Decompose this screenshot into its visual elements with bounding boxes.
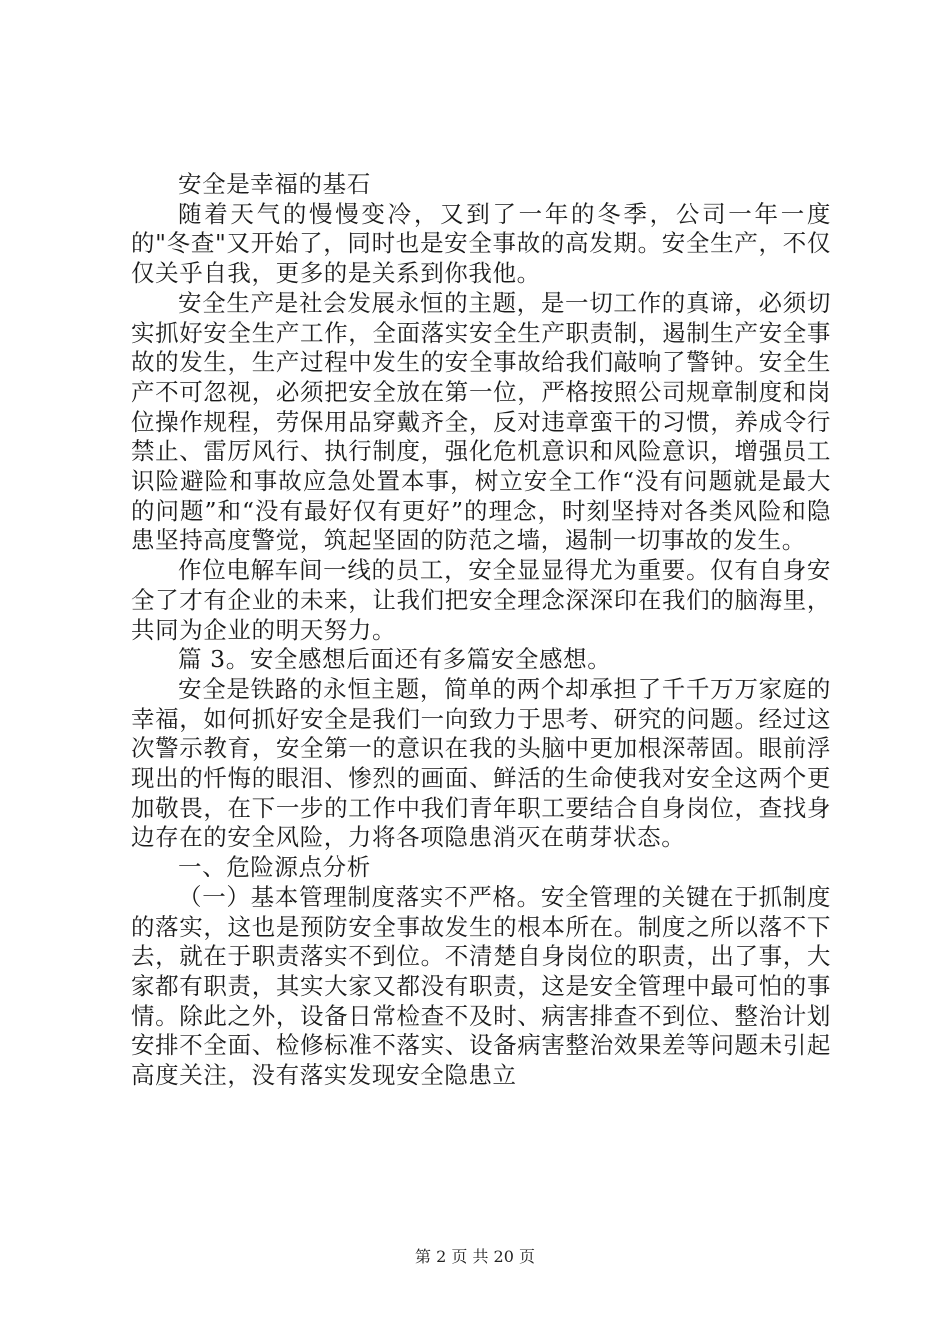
- section-heading: 一、危险源点分析: [178, 853, 371, 882]
- document-body: [131, 170, 831, 1091]
- paragraph: 安全生产是社会发展永恒的主题，是一切工作的真谛，必须切实抓好安全生产工作，全面落实安全生产职责制，遏制生产安全事故的发生，生产过程中发生的安全事故给我们敲响了警钟。安全生产不可忽视，必须把安全放在第一位，严格按照公司规章制度和岗位操作规程，劳保用品穿戴齐全，反对违章蛮干的习惯，养成令行禁止、雷厉风行、执行制度，强化危机意识和风险意识，增强员工识险避险和事故应急处置本事，树立安全工作“没有问题就是最大的问题”和“没有最好仅有更好”的理念，时刻坚持对各类风险和隐患坚持高度警觉，筑起坚固的防范之墙，遏制一切事故的发生。: [131, 288, 831, 555]
- paragraph: 篇 3。安全感想后面还有多篇安全感想。: [178, 645, 612, 674]
- paragraph: 随着天气的慢慢变冷，又到了一年的冬季，公司一年一度的"冬查"又开始了，同时也是安全事故的高发期。安全生产，不仅仅关乎自我，更多的是关系到你我他。: [131, 199, 831, 288]
- paragraph: 安全是铁路的永恒主题，简单的两个却承担了千千万万家庭的幸福，如何抓好安全是我们一向致力于思考、研究的问题。经过这次警示教育，安全第一的意识在我的头脑中更加根深蒂固。眼前浮现出的忏悔的眼泪、惨烈的画面、鲜活的生命使我对安全这两个更加敬畏，在下一步的工作中我们青年职工要结合自身岗位，查找身边存在的安全风险，力将各项隐患消灭在萌芽状态。: [131, 674, 831, 852]
- paragraph: （一）基本管理制度落实不严格。安全管理的关键在于抓制度的落实，这也是预防安全事故发生的根本所在。制度之所以落不下去，就在于职责落实不到位。不清楚自身岗位的职责，出了事，大家都有职责，其实大家又都没有职责，这是安全管理中最可怕的事情。除此之外，设备日常检查不及时、病害排查不到位、整治计划安排不全面、检修标准不落实、设备病害整治效果差等问题未引起高度关注，没有落实发现安全隐患立: [131, 882, 831, 1090]
- page-footer: 第 2 页 共 20 页: [415, 1247, 535, 1266]
- paragraph-title: 安全是幸福的基石: [178, 170, 371, 198]
- paragraph: 作位电解车间一线的员工，安全显显得尤为重要。仅有自身安全了才有企业的未来，让我们把安全理念深深印在我们的脑海里，共同为企业的明天努力。: [131, 556, 831, 644]
